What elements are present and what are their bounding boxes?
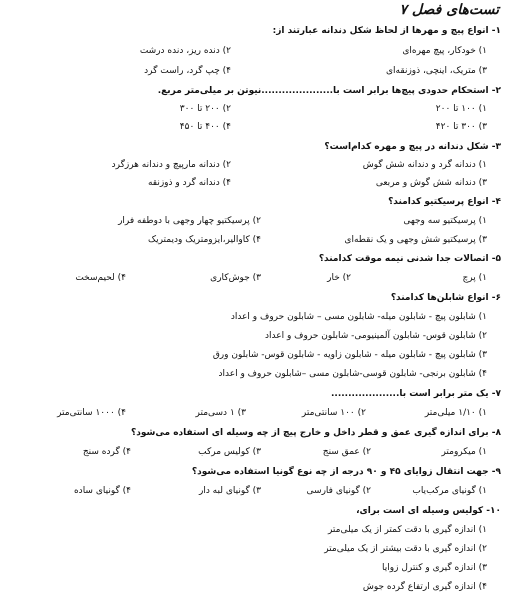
option-4[interactable]: ۴) شابلون برنجی- شابلون قوسی-شابلون مسی –شابلون حروف و اعداد bbox=[218, 369, 487, 379]
options-row bbox=[14, 327, 501, 345]
options-row bbox=[14, 482, 501, 500]
option-4[interactable]: ۴) ۱۰۰۰ سانتی‌متر bbox=[57, 408, 126, 418]
question-1 bbox=[14, 22, 501, 40]
question-text: انواع شابلن‌ها کدامند؟ bbox=[390, 293, 489, 303]
options-row bbox=[14, 404, 501, 422]
options-row bbox=[14, 62, 501, 80]
options-row bbox=[14, 559, 501, 577]
option-2[interactable]: ۲) دنده ریز، دنده درشت bbox=[139, 46, 231, 56]
options-row bbox=[14, 540, 501, 558]
options-row bbox=[14, 174, 501, 192]
question-text: برای اندازه گیری عمق و قطر داخل و خارج پیچ از چه وسیله ای استفاده می‌شود؟ bbox=[131, 428, 489, 438]
option-4[interactable]: ۴) چپ گرد، راست گرد bbox=[144, 66, 231, 76]
option-2[interactable]: ۲) دندانه مارپیچ و دندانه هرزگرد bbox=[111, 160, 231, 170]
question-6 bbox=[14, 289, 501, 307]
option-3[interactable]: ۳) متریک، اینچی، ذوزنقه‌ای bbox=[386, 66, 487, 76]
option-1[interactable]: ۱) گونیای مرکب‌یاب bbox=[412, 486, 487, 496]
option-2[interactable]: ۲) اندازه گیری با دقت بیشتر از یک میلی‌متر bbox=[324, 544, 487, 554]
options-row bbox=[14, 118, 501, 136]
question-text: اتصالات جدا شدنی نیمه موقت کدامند؟ bbox=[318, 254, 489, 264]
option-1[interactable]: ۱) پرسیکتیو سه وجهی bbox=[403, 216, 487, 226]
question-number: ۵- bbox=[491, 254, 501, 264]
question-number: ۱۰- bbox=[486, 506, 501, 516]
option-4[interactable]: ۴) گونیای ساده bbox=[73, 486, 131, 496]
options-row bbox=[14, 100, 501, 118]
options-row bbox=[14, 308, 501, 326]
question-7 bbox=[14, 385, 501, 403]
option-1[interactable]: ۱) خودکار، پیچ مهره‌ای bbox=[402, 46, 487, 56]
option-1[interactable]: ۱) میکرومتر bbox=[441, 447, 487, 457]
option-1[interactable]: ۱) دندانه گرد و دندانه شش گوش bbox=[362, 160, 487, 170]
question-number: ۳- bbox=[491, 142, 501, 152]
question-5 bbox=[14, 250, 501, 268]
options-row bbox=[14, 212, 501, 230]
question-text: یک متر برابر است با.................... bbox=[330, 389, 489, 399]
option-3[interactable]: ۳) ۳۰۰ تا ۴۲۰ bbox=[435, 122, 487, 132]
option-2[interactable]: ۲) خار bbox=[327, 273, 351, 283]
options-row bbox=[14, 365, 501, 383]
option-3[interactable]: ۳) ۱ دسی‌متر bbox=[195, 408, 246, 418]
question-8 bbox=[14, 424, 501, 442]
question-number: ۷- bbox=[491, 389, 501, 399]
option-1[interactable]: ۱) ۱/۱۰ میلی‌متر bbox=[424, 408, 487, 418]
question-number: ۶- bbox=[491, 293, 501, 303]
option-1[interactable]: ۱) شابلون پیچ - شابلون میله- شابلون مسی – شابلون حروف و اعداد bbox=[230, 312, 487, 322]
option-3[interactable]: ۳) شابلون پیچ - شابلون میله - شابلون زاویه - شابلون قوس- شابلون ورق bbox=[212, 350, 487, 360]
options-row bbox=[14, 443, 501, 461]
question-number: ۴- bbox=[491, 197, 501, 207]
options-row bbox=[14, 578, 501, 596]
option-4[interactable]: ۴) لحیم‌سخت bbox=[75, 273, 126, 283]
options-row bbox=[14, 346, 501, 364]
option-2[interactable]: ۲) عمق سنج bbox=[322, 447, 371, 457]
option-2[interactable]: ۲) ۲۰۰ تا ۳۰۰ bbox=[179, 104, 231, 114]
option-3[interactable]: ۳) کولیس مرکب bbox=[198, 447, 261, 457]
question-3 bbox=[14, 138, 501, 156]
option-4[interactable]: ۴) گرده سنج bbox=[82, 447, 131, 457]
options-row bbox=[14, 156, 501, 174]
question-number: ۸- bbox=[491, 428, 501, 438]
question-number: ۱- bbox=[491, 26, 501, 36]
question-9 bbox=[14, 463, 501, 481]
option-3[interactable]: ۳) گونیای لبه دار bbox=[198, 486, 261, 496]
option-3[interactable]: ۳) جوش‌کاری bbox=[210, 273, 261, 283]
question-text: جهت انتقال زوایای ۴۵ و ۹۰ درجه از چه نوع گونیا استفاده می‌شود؟ bbox=[191, 467, 489, 477]
options-row bbox=[14, 231, 501, 249]
question-10 bbox=[14, 502, 501, 520]
question-2 bbox=[14, 82, 501, 100]
question-text: کولیس وسیله ای است برای، bbox=[356, 506, 484, 516]
option-1[interactable]: ۱) اندازه گیری با دقت کمتر از یک میلی‌متر bbox=[327, 525, 487, 535]
option-4[interactable]: ۴) دندانه گرد و ذوزنقه bbox=[147, 178, 231, 188]
option-3[interactable]: ۳) اندازه گیری و کنترل زوایا bbox=[382, 563, 487, 573]
option-1[interactable]: ۱) ۱۰۰ تا ۲۰۰ bbox=[435, 104, 487, 114]
option-2[interactable]: ۲) ۱۰۰ سانتی‌متر bbox=[301, 408, 366, 418]
question-text: شکل دندانه در پیچ و مهره کدام‌است؟ bbox=[324, 142, 489, 152]
options-row bbox=[14, 269, 501, 287]
option-2[interactable]: ۲) شابلون قوس- شابلون آلمینیومی- شابلون حروف و اعداد bbox=[265, 331, 487, 341]
option-4[interactable]: ۴) اندازه گیری ارتفاع گرده جوش bbox=[362, 582, 487, 592]
option-3[interactable]: ۳) پرسیکتیو شش وجهی و یک نقطه‌ای bbox=[344, 235, 487, 245]
page-title: تست‌های فصل ۷ bbox=[399, 2, 499, 18]
options-row bbox=[14, 42, 501, 60]
option-4[interactable]: ۴) ۴۰۰ تا ۴۵۰ bbox=[179, 122, 231, 132]
question-text: انواع پیچ و مهرها از لحاظ شکل دندانه عبارتند از: bbox=[272, 26, 489, 36]
question-text: استحکام حدودی پیچ‌ها برابر است با.....................نیوتن بر میلی‌متر مربع. bbox=[157, 86, 489, 96]
option-2[interactable]: ۲) گونیای فارسی bbox=[306, 486, 371, 496]
question-number: ۹- bbox=[491, 467, 501, 477]
question-text: انواع پرسیکتیو کدامند؟ bbox=[388, 197, 489, 207]
option-1[interactable]: ۱) پرچ bbox=[462, 273, 487, 283]
question-number: ۲- bbox=[491, 86, 501, 96]
option-2[interactable]: ۲) پرسیکتیو چهار وجهی با دوطفه فرار bbox=[118, 216, 261, 226]
option-4[interactable]: ۴) کاوالیر،ایزومتریک ودیمتریک bbox=[148, 235, 261, 245]
question-4 bbox=[14, 193, 501, 211]
option-3[interactable]: ۳) دندانه شش گوش و مربعی bbox=[375, 178, 487, 188]
options-row bbox=[14, 521, 501, 539]
